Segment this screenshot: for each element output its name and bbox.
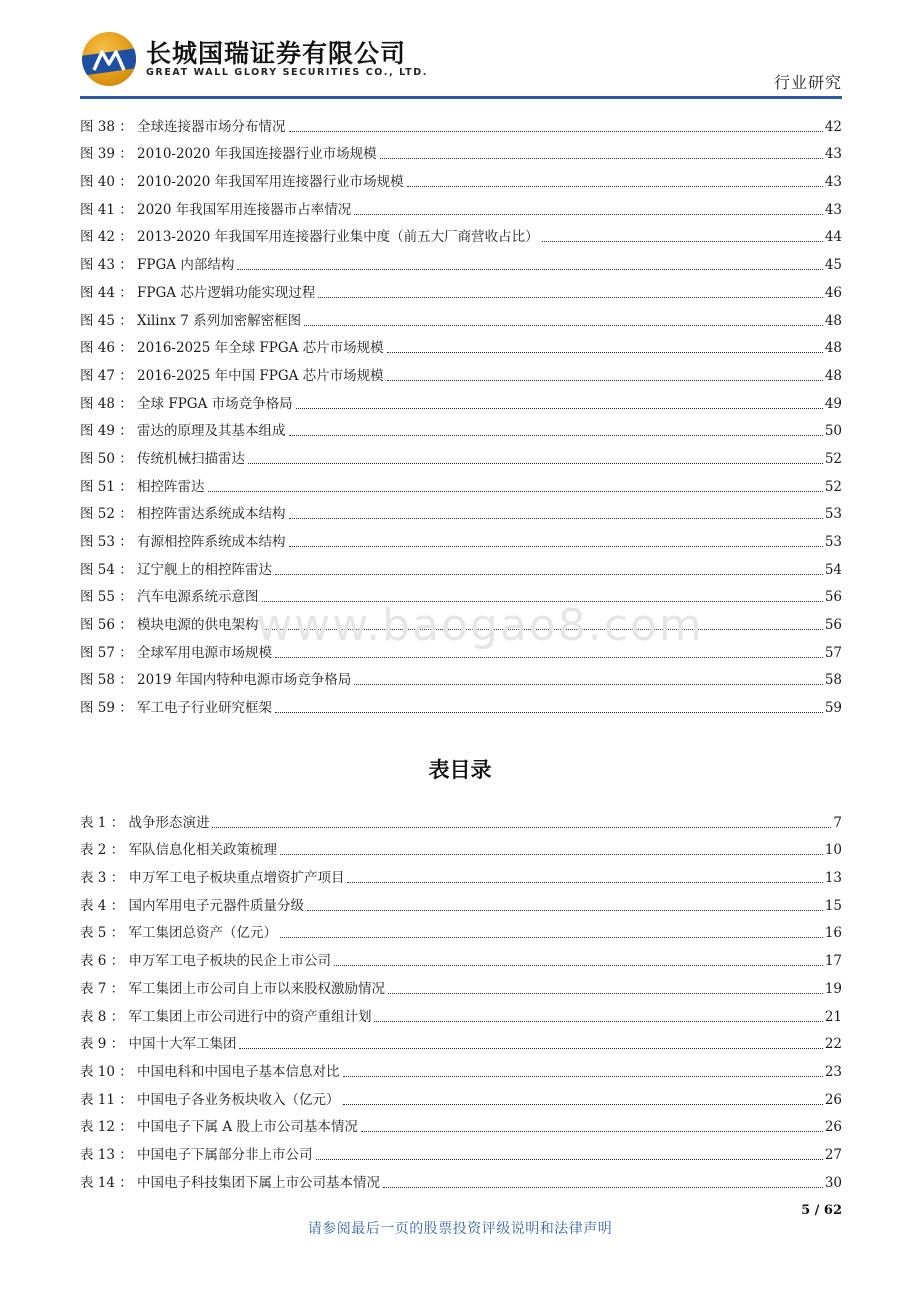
toc-entry-page: 49 [824,395,842,412]
toc-dot-leader [280,854,823,855]
toc-dot-leader [239,1048,822,1049]
toc-entry-label: 表 13 ： 中国电子下属部分非上市公司 [80,1146,313,1163]
toc-entry[interactable] [80,662,842,690]
toc-entry[interactable] [80,246,842,274]
toc-entry-page: 15 [824,897,842,914]
toc-entry-page: 19 [824,980,842,997]
toc-entry-label: 表 4 ： 国内军用电子元器件质量分级 [80,897,304,914]
toc-entry-label: 图 48 ： 全球 FPGA 市场竞争格局 [80,395,293,412]
toc-entry-label: 图 44 ： FPGA 芯片逻辑功能实现过程 [80,284,316,301]
toc-entry-label: 表 5 ： 军工集团总资产（亿元） [80,925,277,942]
toc-entry[interactable] [80,887,842,915]
toc-entry-page: 53 [824,506,842,523]
toc-entry-label: 表 8 ： 军工集团上市公司进行中的资产重组计划 [80,1008,372,1025]
toc-entry[interactable] [80,468,842,496]
toc-dot-leader [296,408,823,409]
toc-entry-label: 表 3 ： 申万军工电子板块重点增资扩产项目 [80,870,345,887]
toc-entry-label: 表 9 ： 中国十大军工集团 [80,1036,237,1053]
toc-entry-label: 图 59 ： 军工电子行业研究框架 [80,700,273,717]
toc-entry-page: 43 [824,174,842,191]
toc-entry[interactable] [80,1081,842,1109]
watermark: www.baogao8.com [256,600,704,651]
toc-entry-page: 13 [824,870,842,887]
toc-dot-leader [380,158,823,159]
toc-entry-label: 表 7 ： 军工集团上市公司自上市以来股权激励情况 [80,980,385,997]
toc-entry-page: 44 [824,229,842,246]
toc-dot-leader [316,1159,823,1160]
toc-entry-page: 43 [824,146,842,163]
toc-entry[interactable] [80,1109,842,1137]
toc-entry-label: 表 11 ： 中国电子各业务板块收入（亿元） [80,1091,340,1108]
toc-entry-page: 48 [824,340,842,357]
toc-entry-label: 图 58 ： 2019 年国内特种电源市场竞争格局 [80,672,352,689]
toc-entry[interactable] [80,915,842,943]
toc-entry-page: 26 [824,1091,842,1108]
toc-entry[interactable] [80,942,842,970]
toc-dot-leader [289,546,823,547]
toc-entry-page: 56 [824,589,842,606]
toc-entry-label: 图 41 ： 2020 年我国军用连接器市占率情况 [80,201,352,218]
toc-entry-page: 27 [824,1146,842,1163]
toc-entry-label: 表 1 ： 战争形态演进 [80,814,210,831]
toc-entry[interactable] [80,1136,842,1164]
toc-entry[interactable] [80,496,842,524]
toc-dot-leader [374,1021,822,1022]
toc-entry-page: 26 [824,1119,842,1136]
toc-entry-label: 图 46 ： 2016-2025 年全球 FPGA 芯片市场规模 [80,340,384,357]
toc-dot-leader [407,186,823,187]
toc-entry[interactable] [80,108,842,136]
toc-entry-label: 图 53 ： 有源相控阵系统成本结构 [80,534,286,550]
toc-entry-page: 48 [824,312,842,329]
toc-dot-leader [542,241,823,242]
toc-entry-label: 图 40 ： 2010-2020 年我国军用连接器行业市场规模 [80,174,404,191]
toc-entry-page: 16 [824,925,842,942]
toc-entry[interactable] [80,413,842,441]
toc-entry[interactable] [80,330,842,358]
toc-dot-leader [318,297,822,298]
toc-entry-label: 表 2 ： 军队信息化相关政策梳理 [80,842,277,859]
toc-dot-leader [387,352,823,353]
toc-entry-label: 图 49 ： 雷达的原理及其基本组成 [80,423,286,440]
toc-dot-leader [289,518,823,519]
toc-entry-page: 58 [824,672,842,689]
toc-entry[interactable] [80,440,842,468]
toc-entry[interactable] [80,970,842,998]
toc-entry-page: 48 [824,367,842,384]
toc-entry-label: 图 55 ： 汽车电源系统示意图 [80,589,259,606]
toc-entry-label: 图 51 ： 相控阵雷达 [80,478,205,495]
toc-entry-page: 52 [824,450,842,467]
toc-entry-label: 图 57 ： 全球军用电源市场规模 [80,644,273,661]
report-type: 行业研究 [773,73,842,92]
toc-dot-leader [343,1076,823,1077]
toc-entry[interactable] [80,859,842,887]
report-header [80,30,842,96]
toc-entry[interactable] [80,998,842,1026]
toc-dot-leader [307,910,823,911]
toc-entry-page: 43 [824,201,842,218]
header-divider [80,96,842,99]
toc-entry[interactable] [80,523,842,551]
toc-entry[interactable] [80,191,842,219]
toc-entry-page: 22 [824,1036,842,1053]
toc-entry-label: 图 54 ： 辽宁舰上的相控阵雷达 [80,561,273,578]
toc-entry[interactable] [80,357,842,385]
toc-entry-label: 图 42 ： 2013-2020 年我国军用连接器行业集中度（前五大厂商营收占比） [80,229,539,246]
toc-entry-label: 图 47 ： 2016-2025 年中国 FPGA 芯片市场规模 [80,367,384,384]
toc-dot-leader [343,1104,823,1105]
toc-dot-leader [383,1187,823,1188]
toc-dot-leader [361,1131,823,1132]
toc-entry[interactable] [80,551,842,579]
company-name-en: GREAT WALL GLORY SECURITIES CO., LTD. [146,67,428,78]
toc-entry-page: 7 [833,814,842,831]
toc-dot-leader [304,325,823,326]
toc-dot-leader [387,380,823,381]
toc-entry[interactable] [80,385,842,413]
toc-dot-leader [262,629,823,630]
figure-list [80,108,842,717]
tables-section-title: 表目录 [428,758,492,782]
toc-entry-label: 图 52 ： 相控阵雷达系统成本结构 [80,506,286,523]
toc-entry-page: 52 [824,478,842,495]
toc-dot-leader [347,882,822,883]
toc-entry[interactable] [80,689,842,717]
toc-entry[interactable] [80,1026,842,1054]
toc-dot-leader [354,214,823,215]
toc-dot-leader [289,435,823,436]
toc-entry-label: 表 12 ： 中国电子下属 A 股上市公司基本情况 [80,1119,358,1136]
toc-entry-page: 21 [824,1008,842,1025]
toc-entry-page: 54 [824,561,842,578]
page-number: 5 / 62 [801,1203,842,1218]
toc-dot-leader [212,827,831,828]
toc-entry[interactable] [80,634,842,662]
toc-entry[interactable] [80,219,842,247]
toc-entry[interactable] [80,804,842,832]
toc-entry-label: 表 14 ： 中国电子科技集团下属上市公司基本情况 [80,1174,381,1191]
toc-entry-page: 23 [824,1063,842,1080]
toc-entry-page: 59 [824,700,842,717]
toc-entry[interactable] [80,302,842,330]
toc-entry[interactable] [80,579,842,607]
toc-entry-page: 10 [824,842,842,859]
toc-dot-leader [280,937,823,938]
toc-dot-leader [334,965,823,966]
toc-entry-page: 57 [824,644,842,661]
toc-entry[interactable] [80,274,842,302]
toc-dot-leader [289,131,823,132]
toc-entry-page: 46 [824,284,842,301]
toc-dot-leader [237,269,822,270]
toc-entry-page: 50 [824,423,842,440]
toc-dot-leader [262,601,823,602]
toc-entry[interactable] [80,1164,842,1192]
toc-dot-leader [248,463,823,464]
toc-dot-leader [275,657,823,658]
toc-entry-label: 图 43 ： FPGA 内部结构 [80,257,235,274]
toc-entry[interactable] [80,832,842,860]
toc-entry-label: 表 10 ： 中国电科和中国电子基本信息对比 [80,1063,340,1080]
toc-entry-label: 表 6 ： 申万军工电子板块的民企上市公司 [80,953,331,970]
company-logo-icon [82,32,136,86]
toc-entry-page: 45 [824,257,842,274]
toc-entry-page: 56 [824,617,842,634]
toc-entry-label: 图 56 ： 模块电源的供电架构 [80,617,259,634]
disclaimer-link[interactable]: 请参阅最后一页的股票投资评级说明和法律声明 [307,1221,613,1237]
toc-entry-page: 53 [824,534,842,550]
toc-dot-leader [388,993,823,994]
toc-entry[interactable] [80,136,842,164]
toc-entry-label: 图 50 ： 传统机械扫描雷达 [80,450,246,467]
toc-dot-leader [275,574,823,575]
toc-entry-page: 42 [824,118,842,135]
toc-entry-page: 30 [824,1174,842,1191]
toc-dot-leader [208,491,823,492]
toc-entry[interactable] [80,606,842,634]
table-list [80,804,842,1192]
toc-entry-label: 图 45 ： Xilinx 7 系列加密解密框图 [80,312,302,329]
toc-entry[interactable] [80,1053,842,1081]
toc-entry-label: 图 38 ： 全球连接器市场分布情况 [80,118,286,135]
toc-entry-page: 17 [824,953,842,970]
toc-dot-leader [275,712,823,713]
toc-dot-leader [354,684,823,685]
toc-entry[interactable] [80,163,842,191]
company-name-cn: 长城国瑞证券有限公司 [146,39,407,68]
toc-entry-label: 图 39 ： 2010-2020 年我国连接器行业市场规模 [80,146,377,163]
